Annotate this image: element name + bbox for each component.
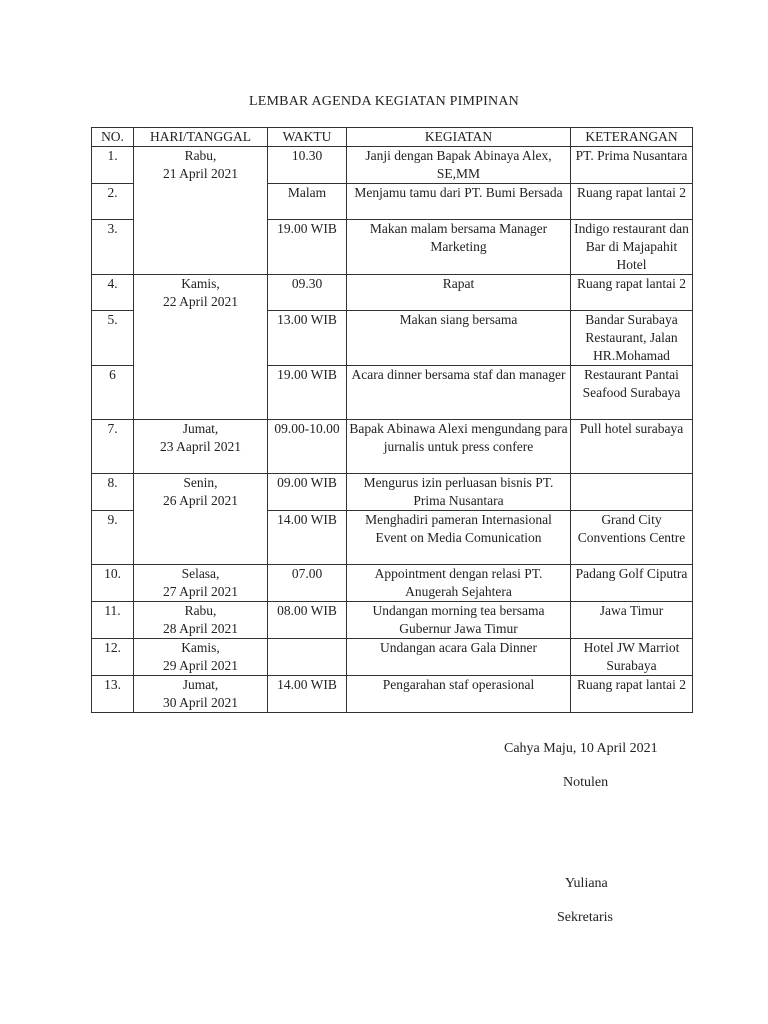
day-date: 28 April 2021 [162, 621, 238, 636]
table-row [92, 676, 693, 713]
row-note: Indigo restaurant dan Bar di Majapahit Hotel [571, 220, 693, 275]
table-row [92, 275, 693, 311]
row-note [571, 474, 693, 511]
row-time: 19.00 WIB [268, 220, 347, 275]
row-no: 4. [92, 275, 134, 311]
row-note: Padang Golf Ciputra [571, 565, 693, 602]
day-name: Selasa, [181, 566, 220, 581]
day-name: Rabu, [184, 603, 217, 618]
day-cell [134, 420, 268, 474]
table-row [92, 147, 693, 184]
row-activity: Acara dinner bersama staf dan manager [347, 366, 571, 420]
row-note: Bandar Surabaya Restaurant, Jalan HR.Mohamad [571, 311, 693, 366]
day-cell [134, 565, 268, 602]
day-date: 26 April 2021 [162, 493, 238, 508]
row-activity: Makan malam bersama Manager Marketing [347, 220, 571, 275]
row-no: 12. [92, 639, 134, 676]
row-note: PT. Prima Nusantara [571, 147, 693, 184]
row-time: 14.00 WIB [268, 511, 347, 565]
row-time: 13.00 WIB [268, 311, 347, 366]
day-name: Senin, [183, 475, 218, 490]
row-no: 6 [92, 366, 134, 420]
row-activity: Makan siang bersama [347, 311, 571, 366]
day-date: 29 April 2021 [162, 658, 238, 673]
day-name: Rabu, [184, 148, 217, 163]
row-note: Jawa Timur [571, 602, 693, 639]
row-note: Grand City Conventions Centre [571, 511, 693, 565]
signature-position: Sekretaris [557, 910, 613, 925]
day-cell [134, 639, 268, 676]
row-no: 1. [92, 147, 134, 184]
header-time: WAKTU [268, 128, 347, 147]
row-activity: Undangan morning tea bersama Gubernur Jawa Timur [347, 602, 571, 639]
row-no: 8. [92, 474, 134, 511]
row-no: 9. [92, 511, 134, 565]
row-no: 10. [92, 565, 134, 602]
row-no: 2. [92, 184, 134, 220]
row-note: Pull hotel surabaya [571, 420, 693, 474]
day-date: 23 Aapril 2021 [160, 439, 241, 454]
row-time: 08.00 WIB [268, 602, 347, 639]
row-activity: Mengurus izin perluasan bisnis PT. Prima Nusantara [347, 474, 571, 511]
day-cell [134, 275, 268, 420]
day-cell [134, 474, 268, 565]
row-activity: Pengarahan staf operasional [347, 676, 571, 713]
row-note: Hotel JW Marriot Surabaya [571, 639, 693, 676]
row-time: 09.00 WIB [268, 474, 347, 511]
row-activity: Undangan acara Gala Dinner [347, 639, 571, 676]
header-no: NO. [92, 128, 134, 147]
row-no: 13. [92, 676, 134, 713]
table-header-row [92, 128, 693, 147]
row-activity: Rapat [347, 275, 571, 311]
row-time: 07.00 [268, 565, 347, 602]
row-note: Ruang rapat lantai 2 [571, 184, 693, 220]
signature-place-date: Cahya Maju, 10 April 2021 [504, 741, 658, 756]
row-no: 3. [92, 220, 134, 275]
header-activity: KEGIATAN [347, 128, 571, 147]
row-no: 7. [92, 420, 134, 474]
table-row [92, 639, 693, 676]
document-title: LEMBAR AGENDA KEGIATAN PIMPINAN [249, 94, 519, 109]
row-time: 10.30 [268, 147, 347, 184]
agenda-table [91, 127, 693, 713]
row-note: Ruang rapat lantai 2 [571, 275, 693, 311]
row-time: 19.00 WIB [268, 366, 347, 420]
row-activity: Bapak Abinawa Alexi mengundang para jurnalis untuk press confere [347, 420, 571, 474]
header-note: KETERANGAN [571, 128, 693, 147]
day-date: 27 April 2021 [162, 584, 238, 599]
day-date: 22 April 2021 [162, 294, 238, 309]
row-no: 5. [92, 311, 134, 366]
day-name: Jumat, [182, 421, 219, 436]
row-activity: Menghadiri pameran Internasional Event on Media Comunication [347, 511, 571, 565]
day-cell [134, 676, 268, 713]
signature-role-label: Notulen [563, 775, 609, 790]
table-row [92, 565, 693, 602]
row-time [268, 639, 347, 676]
row-time: Malam [268, 184, 347, 220]
table-row [92, 420, 693, 474]
day-date: 30 April 2021 [162, 695, 238, 710]
row-time: 09.00-10.00 [268, 420, 347, 474]
table-row [92, 602, 693, 639]
table-row [92, 474, 693, 511]
day-name: Jumat, [182, 677, 219, 692]
row-no: 11. [92, 602, 134, 639]
row-time: 14.00 WIB [268, 676, 347, 713]
day-date: 21 April 2021 [162, 166, 238, 181]
row-activity: Menjamu tamu dari PT. Bumi Bersada [347, 184, 571, 220]
row-time: 09.30 [268, 275, 347, 311]
header-day: HARI/TANGGAL [134, 128, 268, 147]
day-name: Kamis, [181, 276, 220, 291]
day-cell [134, 147, 268, 275]
day-name: Kamis, [181, 640, 220, 655]
signature-name: Yuliana [565, 876, 608, 891]
row-note: Ruang rapat lantai 2 [571, 676, 693, 713]
row-activity: Appointment dengan relasi PT. Anugerah Sejahtera [347, 565, 571, 602]
row-activity: Janji dengan Bapak Abinaya Alex, SE,MM [347, 147, 571, 184]
day-cell [134, 602, 268, 639]
row-note: Restaurant Pantai Seafood Surabaya [571, 366, 693, 420]
